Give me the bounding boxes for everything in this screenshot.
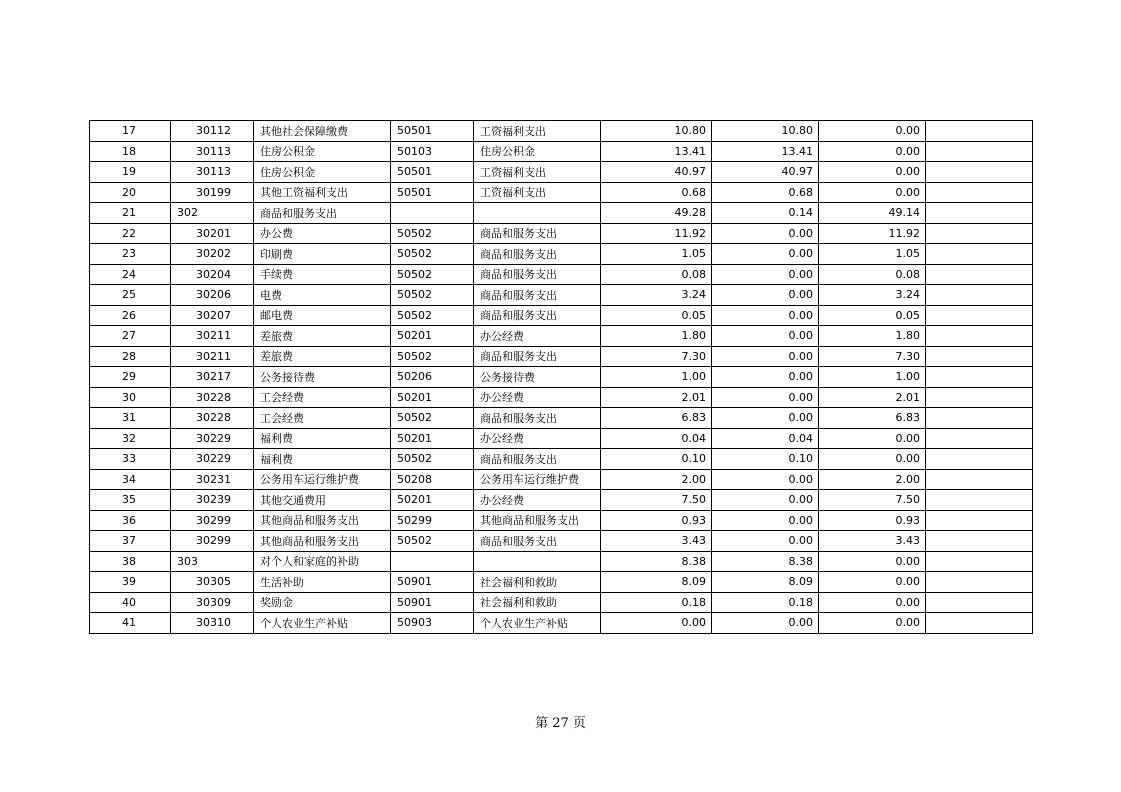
table-row	[90, 305, 1033, 326]
cell-total: 0.04	[601, 428, 712, 449]
cell-remark	[926, 572, 1033, 593]
cell-economic-name: 商品和服务支出	[474, 531, 601, 552]
cell-basic: 0.68	[712, 182, 819, 203]
cell-function-name: 住房公积金	[254, 162, 391, 183]
cell-row-number: 34	[90, 469, 171, 490]
cell-project: 0.00	[819, 121, 926, 142]
cell-economic-code: 50103	[391, 141, 474, 162]
cell-total: 49.28	[601, 203, 712, 224]
cell-total: 8.09	[601, 572, 712, 593]
cell-function-code: 30113	[171, 162, 254, 183]
cell-project: 0.00	[819, 449, 926, 470]
cell-economic-name: 商品和服务支出	[474, 346, 601, 367]
cell-row-number: 28	[90, 346, 171, 367]
cell-total: 3.24	[601, 285, 712, 306]
cell-economic-name: 工资福利支出	[474, 121, 601, 142]
table-row	[90, 387, 1033, 408]
cell-remark	[926, 223, 1033, 244]
cell-economic-code: 50299	[391, 510, 474, 531]
cell-function-name: 工会经费	[254, 408, 391, 429]
cell-function-code: 30217	[171, 367, 254, 388]
table-row	[90, 572, 1033, 593]
cell-function-name: 电费	[254, 285, 391, 306]
cell-total: 6.83	[601, 408, 712, 429]
cell-economic-name: 商品和服务支出	[474, 285, 601, 306]
cell-project: 6.83	[819, 408, 926, 429]
cell-economic-code: 50501	[391, 182, 474, 203]
cell-economic-name	[474, 203, 601, 224]
table-row	[90, 162, 1033, 183]
cell-function-name: 住房公积金	[254, 141, 391, 162]
table-row	[90, 141, 1033, 162]
cell-function-code: 30231	[171, 469, 254, 490]
cell-project: 0.00	[819, 613, 926, 634]
cell-economic-code: 50502	[391, 264, 474, 285]
cell-function-code: 30309	[171, 592, 254, 613]
cell-remark	[926, 367, 1033, 388]
cell-project: 0.93	[819, 510, 926, 531]
cell-row-number: 38	[90, 551, 171, 572]
cell-function-name: 差旅费	[254, 326, 391, 347]
cell-project: 3.43	[819, 531, 926, 552]
cell-function-code: 30299	[171, 510, 254, 531]
cell-row-number: 17	[90, 121, 171, 142]
table-body	[90, 121, 1033, 634]
cell-project: 1.05	[819, 244, 926, 265]
cell-total: 0.10	[601, 449, 712, 470]
cell-economic-code: 50502	[391, 305, 474, 326]
cell-economic-code: 50502	[391, 408, 474, 429]
cell-function-name: 其他商品和服务支出	[254, 531, 391, 552]
cell-remark	[926, 449, 1033, 470]
cell-economic-code: 50201	[391, 428, 474, 449]
cell-function-code: 30112	[171, 121, 254, 142]
cell-economic-name: 社会福利和救助	[474, 572, 601, 593]
cell-function-name: 其他社会保障缴费	[254, 121, 391, 142]
table-row	[90, 408, 1033, 429]
cell-remark	[926, 592, 1033, 613]
cell-economic-code: 50208	[391, 469, 474, 490]
cell-total: 0.93	[601, 510, 712, 531]
cell-economic-code: 50502	[391, 531, 474, 552]
cell-basic: 0.00	[712, 264, 819, 285]
cell-function-code: 30211	[171, 346, 254, 367]
cell-basic: 0.00	[712, 223, 819, 244]
cell-row-number: 41	[90, 613, 171, 634]
cell-total: 1.00	[601, 367, 712, 388]
table-row	[90, 203, 1033, 224]
cell-remark	[926, 428, 1033, 449]
cell-basic: 8.09	[712, 572, 819, 593]
cell-row-number: 32	[90, 428, 171, 449]
cell-remark	[926, 408, 1033, 429]
cell-basic: 0.00	[712, 326, 819, 347]
cell-basic: 0.00	[712, 244, 819, 265]
table-row	[90, 182, 1033, 203]
cell-economic-name: 公务用车运行维护费	[474, 469, 601, 490]
cell-basic: 0.00	[712, 305, 819, 326]
cell-economic-name: 办公经费	[474, 387, 601, 408]
cell-project: 0.00	[819, 572, 926, 593]
cell-total: 3.43	[601, 531, 712, 552]
table-row	[90, 490, 1033, 511]
cell-total: 11.92	[601, 223, 712, 244]
cell-function-name: 福利费	[254, 428, 391, 449]
cell-economic-code: 50903	[391, 613, 474, 634]
cell-economic-name: 商品和服务支出	[474, 305, 601, 326]
cell-economic-code: 50502	[391, 223, 474, 244]
cell-remark	[926, 285, 1033, 306]
cell-function-name: 办公费	[254, 223, 391, 244]
expenditure-table	[89, 120, 1033, 634]
cell-project: 0.08	[819, 264, 926, 285]
cell-project: 7.50	[819, 490, 926, 511]
cell-function-name: 邮电费	[254, 305, 391, 326]
cell-row-number: 31	[90, 408, 171, 429]
cell-economic-name: 工资福利支出	[474, 182, 601, 203]
cell-row-number: 35	[90, 490, 171, 511]
table-row	[90, 592, 1033, 613]
table-row	[90, 121, 1033, 142]
cell-economic-code: 50502	[391, 449, 474, 470]
cell-economic-name: 商品和服务支出	[474, 408, 601, 429]
cell-economic-name: 商品和服务支出	[474, 244, 601, 265]
cell-economic-name: 办公经费	[474, 490, 601, 511]
cell-total: 7.30	[601, 346, 712, 367]
cell-basic: 0.00	[712, 346, 819, 367]
cell-row-number: 18	[90, 141, 171, 162]
cell-row-number: 33	[90, 449, 171, 470]
table-row	[90, 285, 1033, 306]
table-row	[90, 244, 1033, 265]
cell-row-number: 29	[90, 367, 171, 388]
cell-remark	[926, 387, 1033, 408]
cell-row-number: 20	[90, 182, 171, 203]
cell-economic-name: 商品和服务支出	[474, 449, 601, 470]
cell-project: 0.05	[819, 305, 926, 326]
cell-remark	[926, 510, 1033, 531]
cell-project: 2.00	[819, 469, 926, 490]
cell-row-number: 19	[90, 162, 171, 183]
cell-row-number: 37	[90, 531, 171, 552]
cell-basic: 0.10	[712, 449, 819, 470]
cell-total: 0.08	[601, 264, 712, 285]
cell-economic-code: 50502	[391, 285, 474, 306]
cell-economic-name: 社会福利和救助	[474, 592, 601, 613]
cell-economic-code	[391, 203, 474, 224]
cell-basic: 0.00	[712, 285, 819, 306]
cell-remark	[926, 182, 1033, 203]
cell-economic-name: 个人农业生产补贴	[474, 613, 601, 634]
cell-basic: 0.00	[712, 469, 819, 490]
cell-economic-code: 50502	[391, 244, 474, 265]
cell-economic-name: 公务接待费	[474, 367, 601, 388]
table-row	[90, 510, 1033, 531]
cell-function-name: 福利费	[254, 449, 391, 470]
cell-function-code: 30228	[171, 408, 254, 429]
cell-row-number: 26	[90, 305, 171, 326]
cell-basic: 10.80	[712, 121, 819, 142]
cell-function-code: 30310	[171, 613, 254, 634]
cell-basic: 0.00	[712, 531, 819, 552]
cell-basic: 0.00	[712, 490, 819, 511]
cell-row-number: 36	[90, 510, 171, 531]
cell-function-name: 公务接待费	[254, 367, 391, 388]
cell-function-code: 30199	[171, 182, 254, 203]
cell-total: 0.18	[601, 592, 712, 613]
cell-remark	[926, 244, 1033, 265]
cell-economic-name: 住房公积金	[474, 141, 601, 162]
table-row	[90, 428, 1033, 449]
cell-function-name: 其他工资福利支出	[254, 182, 391, 203]
cell-function-name: 公务用车运行维护费	[254, 469, 391, 490]
cell-function-code: 30201	[171, 223, 254, 244]
cell-total: 2.00	[601, 469, 712, 490]
cell-economic-code: 50502	[391, 346, 474, 367]
cell-function-name: 工会经费	[254, 387, 391, 408]
cell-economic-code	[391, 551, 474, 572]
cell-economic-code: 50901	[391, 572, 474, 593]
cell-function-name: 手续费	[254, 264, 391, 285]
cell-economic-name: 办公经费	[474, 428, 601, 449]
cell-function-code: 30204	[171, 264, 254, 285]
cell-basic: 0.00	[712, 408, 819, 429]
cell-economic-code: 50901	[391, 592, 474, 613]
cell-remark	[926, 326, 1033, 347]
cell-basic: 0.00	[712, 510, 819, 531]
cell-project: 0.00	[819, 141, 926, 162]
cell-economic-name: 工资福利支出	[474, 162, 601, 183]
cell-project: 0.00	[819, 428, 926, 449]
cell-economic-name: 商品和服务支出	[474, 223, 601, 244]
cell-remark	[926, 551, 1033, 572]
cell-function-code: 30229	[171, 449, 254, 470]
cell-function-code: 30113	[171, 141, 254, 162]
cell-remark	[926, 305, 1033, 326]
cell-total: 8.38	[601, 551, 712, 572]
cell-total: 10.80	[601, 121, 712, 142]
cell-basic: 8.38	[712, 551, 819, 572]
cell-row-number: 27	[90, 326, 171, 347]
table-row	[90, 264, 1033, 285]
cell-economic-name: 其他商品和服务支出	[474, 510, 601, 531]
cell-row-number: 30	[90, 387, 171, 408]
cell-row-number: 23	[90, 244, 171, 265]
cell-row-number: 40	[90, 592, 171, 613]
cell-row-number: 22	[90, 223, 171, 244]
table-row	[90, 346, 1033, 367]
cell-function-code: 30228	[171, 387, 254, 408]
cell-total: 1.05	[601, 244, 712, 265]
cell-total: 7.50	[601, 490, 712, 511]
cell-function-code: 30207	[171, 305, 254, 326]
cell-project: 7.30	[819, 346, 926, 367]
cell-remark	[926, 203, 1033, 224]
cell-remark	[926, 613, 1033, 634]
cell-economic-code: 50501	[391, 162, 474, 183]
cell-function-name: 其他交通费用	[254, 490, 391, 511]
cell-economic-code: 50206	[391, 367, 474, 388]
cell-basic: 0.18	[712, 592, 819, 613]
cell-total: 0.68	[601, 182, 712, 203]
cell-remark	[926, 469, 1033, 490]
table-row	[90, 531, 1033, 552]
cell-function-code: 30229	[171, 428, 254, 449]
cell-row-number: 24	[90, 264, 171, 285]
cell-project: 0.00	[819, 162, 926, 183]
table-row	[90, 449, 1033, 470]
cell-function-name: 差旅费	[254, 346, 391, 367]
cell-project: 2.01	[819, 387, 926, 408]
cell-basic: 0.00	[712, 613, 819, 634]
cell-basic: 13.41	[712, 141, 819, 162]
cell-project: 11.92	[819, 223, 926, 244]
cell-function-code: 30305	[171, 572, 254, 593]
cell-total: 0.00	[601, 613, 712, 634]
cell-basic: 0.04	[712, 428, 819, 449]
cell-function-code: 30206	[171, 285, 254, 306]
cell-remark	[926, 531, 1033, 552]
table-row	[90, 326, 1033, 347]
cell-economic-name: 商品和服务支出	[474, 264, 601, 285]
cell-function-name: 商品和服务支出	[254, 203, 391, 224]
cell-function-code: 30239	[171, 490, 254, 511]
cell-function-name: 奖励金	[254, 592, 391, 613]
cell-basic: 0.14	[712, 203, 819, 224]
cell-remark	[926, 346, 1033, 367]
cell-function-code: 302	[171, 203, 254, 224]
cell-remark	[926, 162, 1033, 183]
cell-function-code: 30202	[171, 244, 254, 265]
table-row	[90, 223, 1033, 244]
cell-basic: 0.00	[712, 387, 819, 408]
cell-function-name: 对个人和家庭的补助	[254, 551, 391, 572]
cell-project: 49.14	[819, 203, 926, 224]
cell-total: 1.80	[601, 326, 712, 347]
cell-remark	[926, 121, 1033, 142]
cell-project: 0.00	[819, 551, 926, 572]
cell-project: 3.24	[819, 285, 926, 306]
cell-project: 0.00	[819, 182, 926, 203]
cell-basic: 0.00	[712, 367, 819, 388]
cell-economic-name: 办公经费	[474, 326, 601, 347]
cell-total: 2.01	[601, 387, 712, 408]
cell-project: 1.00	[819, 367, 926, 388]
cell-remark	[926, 141, 1033, 162]
table-row	[90, 551, 1033, 572]
cell-economic-code: 50501	[391, 121, 474, 142]
cell-remark	[926, 264, 1033, 285]
cell-row-number: 21	[90, 203, 171, 224]
cell-total: 40.97	[601, 162, 712, 183]
cell-basic: 40.97	[712, 162, 819, 183]
cell-economic-code: 50201	[391, 326, 474, 347]
page-number: 第 27 页	[535, 716, 586, 731]
cell-function-code: 30299	[171, 531, 254, 552]
cell-economic-code: 50201	[391, 387, 474, 408]
cell-function-name: 生活补助	[254, 572, 391, 593]
cell-function-name: 其他商品和服务支出	[254, 510, 391, 531]
cell-total: 13.41	[601, 141, 712, 162]
cell-function-code: 30211	[171, 326, 254, 347]
cell-function-name: 个人农业生产补贴	[254, 613, 391, 634]
cell-project: 1.80	[819, 326, 926, 347]
cell-row-number: 25	[90, 285, 171, 306]
cell-project: 0.00	[819, 592, 926, 613]
cell-economic-code: 50201	[391, 490, 474, 511]
cell-total: 0.05	[601, 305, 712, 326]
table-row	[90, 367, 1033, 388]
table-row	[90, 469, 1033, 490]
cell-economic-name	[474, 551, 601, 572]
cell-row-number: 39	[90, 572, 171, 593]
cell-remark	[926, 490, 1033, 511]
cell-function-code: 303	[171, 551, 254, 572]
cell-function-name: 印刷费	[254, 244, 391, 265]
table-row	[90, 613, 1033, 634]
